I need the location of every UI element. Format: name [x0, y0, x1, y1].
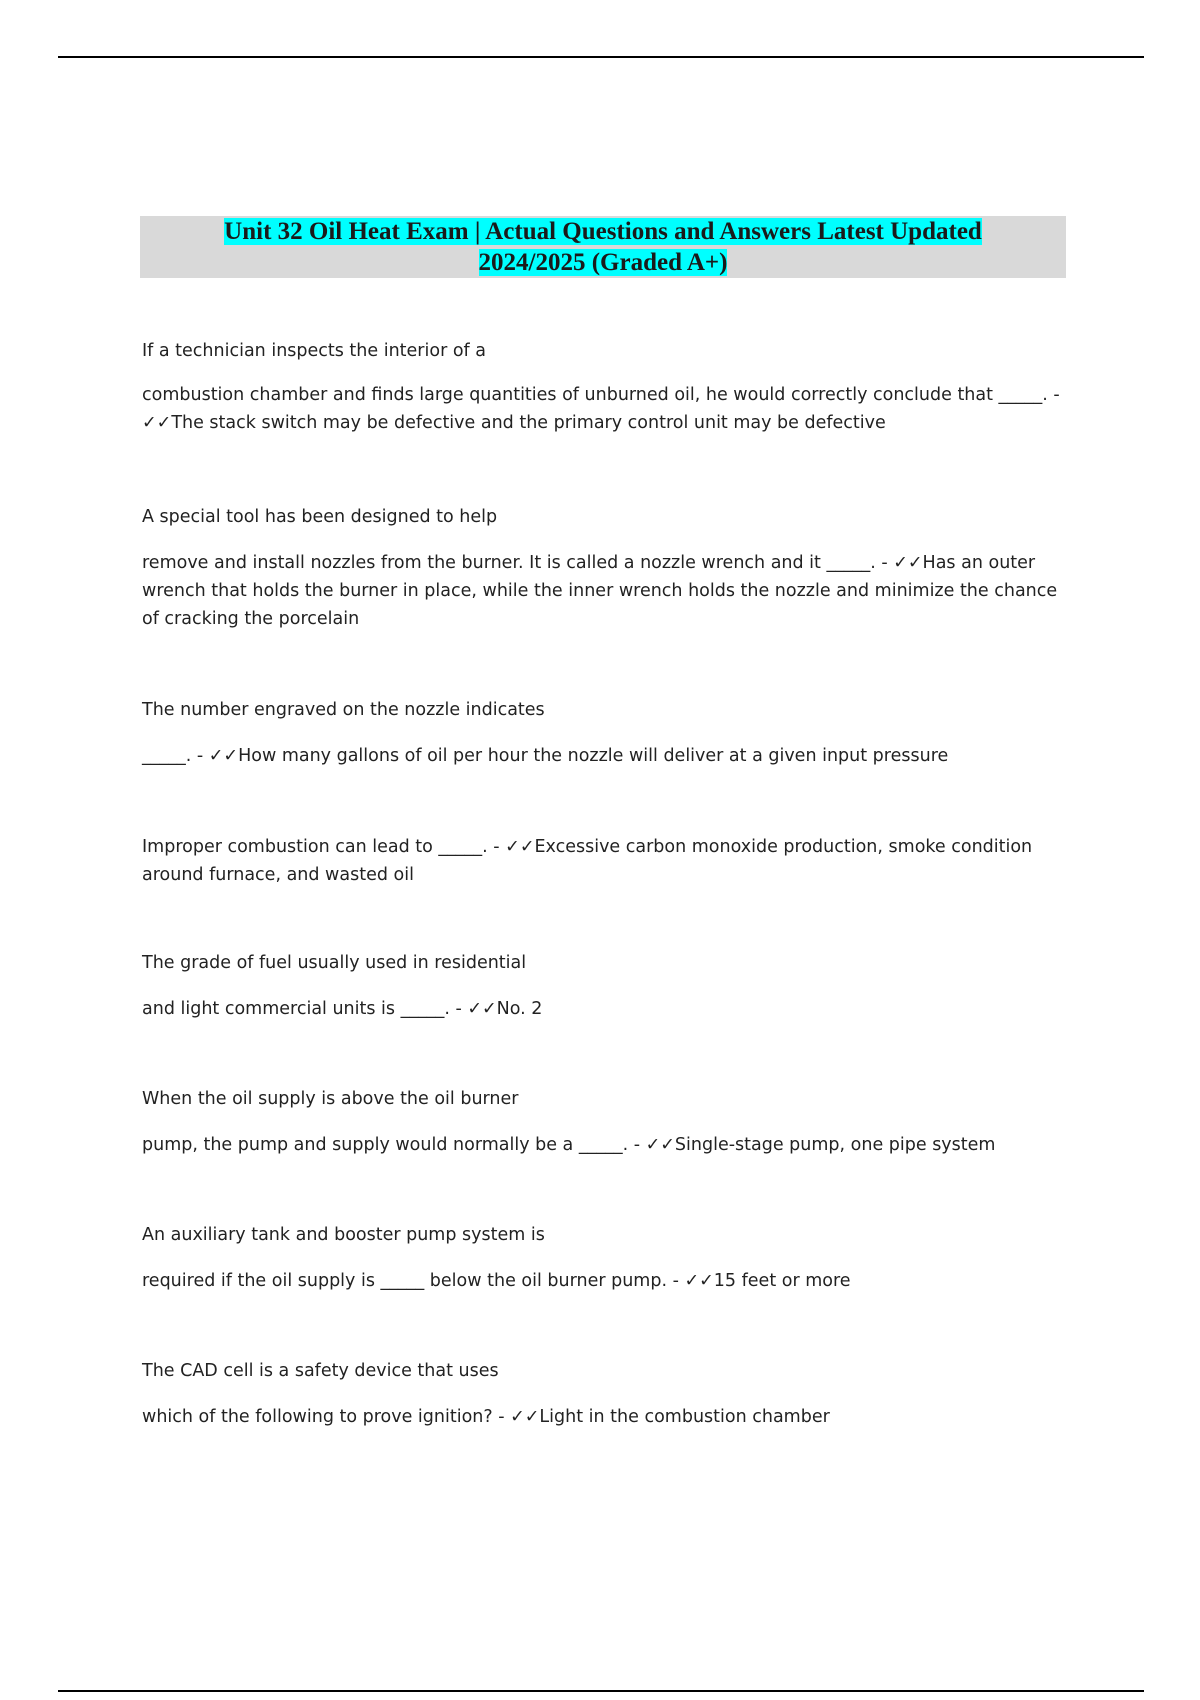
bottom-rule: [58, 1690, 1144, 1692]
answer-text: required if the oil supply is _____ below the oil burner pump. - ✓✓15 feet or more: [142, 1271, 851, 1291]
title-line-2: 2024/2025 (Graded A+): [478, 249, 728, 276]
qa-item-5: [142, 949, 1062, 1023]
question-text: The number engraved on the nozzle indicates: [142, 700, 545, 720]
answer-text: and light commercial units is _____. - ✓✓No. 2: [142, 999, 543, 1019]
answer-text: pump, the pump and supply would normally be a _____. - ✓✓Single-stage pump, one pipe system: [142, 1135, 996, 1155]
question-text: The grade of fuel usually used in residential: [142, 953, 527, 973]
qa-item-3: [142, 696, 1062, 770]
question-text: If a technician inspects the interior of a: [142, 341, 486, 361]
qa-item-2: [142, 503, 1062, 633]
document-title: [140, 216, 1066, 278]
answer-text: _____. - ✓✓How many gallons of oil per hour the nozzle will deliver at a given input pressure: [142, 746, 949, 766]
answer-text: remove and install nozzles from the burner. It is called a nozzle wrench and it _____. - ✓✓Has an outer wrench that holds the burner in place, while the inner wrench holds the nozzle and minimize the chance of cracking the porcelain: [142, 553, 1058, 629]
title-line-1: Unit 32 Oil Heat Exam | Actual Questions and Answers Latest Updated: [224, 218, 982, 245]
qa-item-6: [142, 1085, 1062, 1159]
qa-item-7: [142, 1221, 1062, 1295]
answer-text: combustion chamber and finds large quantities of unburned oil, he would correctly conclude that _____. - ✓✓The stack switch may be defective and the primary control unit may be defective: [142, 385, 1060, 433]
qa-item-4: [142, 833, 1062, 889]
question-text: An auxiliary tank and booster pump system is: [142, 1225, 545, 1245]
answer-text: which of the following to prove ignition? - ✓✓Light in the combustion chamber: [142, 1407, 830, 1427]
question-text: A special tool has been designed to help: [142, 507, 498, 527]
qa-item-8: [142, 1357, 1062, 1431]
qa-item-1: [142, 337, 1062, 437]
answer-text: Improper combustion can lead to _____. - ✓✓Excessive carbon monoxide production, smoke condition around furnace, and wasted oil: [142, 837, 1033, 885]
top-rule: [58, 56, 1144, 58]
question-text: When the oil supply is above the oil burner: [142, 1089, 519, 1109]
question-text: The CAD cell is a safety device that uses: [142, 1361, 499, 1381]
